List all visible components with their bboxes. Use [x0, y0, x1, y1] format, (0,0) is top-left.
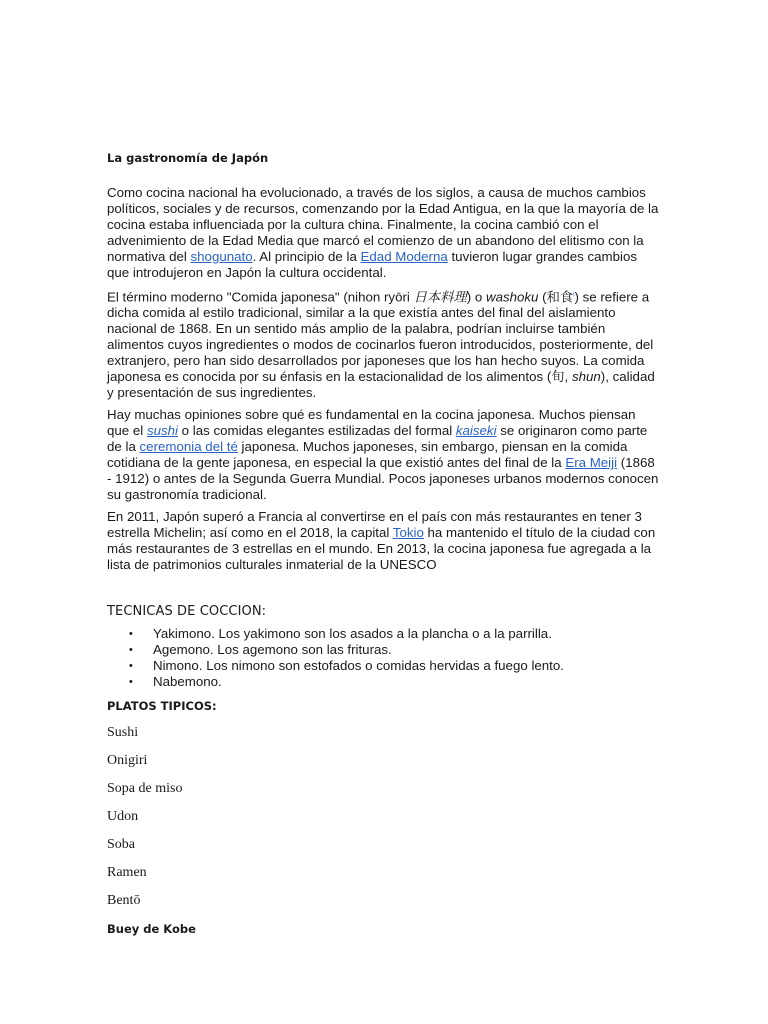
dish-item: Udon [107, 809, 139, 825]
bullet-icon: • [129, 676, 133, 689]
dish-item: Sopa de miso [107, 781, 183, 797]
list-item-text: Nabemono. [153, 674, 222, 690]
paragraph-text: ) o [466, 289, 486, 305]
spacer [107, 579, 659, 602]
paragraph-text: se originaron como parte de la [107, 423, 648, 455]
bullet-icon: • [129, 660, 133, 673]
list-item [107, 658, 659, 674]
paragraph-text: El término moderno "Comida japonesa" (nihon ryōri [107, 289, 414, 305]
paragraph-text: . Al principio de la [252, 249, 361, 264]
paragraph-text: ha mantenido el título de la ciudad con más restaurantes de 3 estrellas en el mundo. En 2013, la cocina japonesa fue agregada a la lista de patrimonios culturales inmaterial de la UNESCO [107, 525, 656, 573]
paragraph-term [107, 287, 659, 401]
paragraph-text: o las comidas elegantes estilizadas del formal [177, 423, 456, 439]
paragraph-text: (1868 - 1912) o antes de la Segunda Guerra Mundial. Pocos japoneses urbanos modernos conocen su gastronomía tradicional. [107, 455, 659, 503]
dish-item: Ramen [107, 865, 147, 881]
dish-item: Soba [107, 837, 135, 853]
paragraph-text: (和食 [538, 289, 574, 305]
link-shogunato[interactable]: shogunato [190, 249, 253, 264]
paragraph-text: ) se refiere a dicha comida al estilo tradicional, similar a la que existía antes del final del aislamiento nacional de 1868. En un sentido más amplio de la palabra, podrían incluirse también alimentos cuyos ingredientes o modos de cocinarlos fueron introducidos, posteriormente, del extranjero, pero han sido desarrollados por japoneses que los han hecho suyos. La comida japonesa es conocida por su énfasis en la estacionalidad de los alimentos (旬, [107, 289, 654, 385]
paragraph-text: japonesa. Muchos japoneses, sin embargo, piensan en la comida cotidiana de la gente japonesa, en especial la que existió antes del final de la [107, 439, 628, 471]
heading-platos: PLATOS TIPICOS: [107, 699, 217, 714]
dish-item: Onigiri [107, 753, 148, 769]
term-shun: shun [571, 369, 601, 385]
dish-item: Sushi [107, 725, 139, 741]
link-tokio[interactable]: Tokio [392, 525, 424, 541]
link-ceremonia-del-te[interactable]: ceremonia del té [139, 439, 238, 455]
paragraph-text: tuvieron lugar grandes cambios que introdujeron en Japón la cultura occidental. [107, 249, 637, 280]
paragraph-text: Hay muchas opiniones sobre qué es fundamental en la cocina japonesa. Muchos piensan que el [107, 407, 636, 439]
link-kaiseki[interactable]: kaiseki [455, 423, 497, 439]
list-item [107, 674, 659, 690]
kanji-nihon-ryori: 日本料理 [413, 289, 467, 305]
list-item [107, 642, 659, 658]
heading-tecnicas: TECNICAS DE COCCION: [107, 604, 267, 620]
link-era-meiji[interactable]: Era Meiji [565, 455, 618, 471]
term-washoku: washoku [485, 289, 539, 305]
document-title: La gastronomía de Japón [107, 151, 269, 165]
link-edad-moderna[interactable]: Edad Moderna [360, 249, 448, 264]
paragraph-opinions [107, 407, 659, 503]
paragraph-text: Como cocina nacional ha evolucionado, a través de los siglos, a causa de muchos cambios políticos, sociales y de recursos, comenzando por la Edad Antigua, en la que la mayoría de la cocina estaba influenciada por la cultura china. Finalmente, la cocina cambió con el advenimiento de la Edad Media que marcó el comienzo de un abandono del elitismo con la normativa del [107, 185, 659, 264]
tecnicas-list [107, 626, 659, 690]
list-item [107, 626, 659, 642]
dish-item: Bentō [107, 893, 141, 909]
bullet-icon: • [129, 644, 133, 657]
bullet-icon: • [129, 628, 133, 641]
footnote-marker[interactable]: i [573, 292, 575, 298]
paragraph-text: En 2011, Japón superó a Francia al convertirse en el país con más restaurantes en tener 3 estrella Michelin; así como en el 2018, la capital [107, 509, 642, 541]
list-item-text: Agemono. Los agemono son las frituras. [153, 642, 392, 658]
paragraph-michelin [107, 509, 659, 573]
paragraph-history [107, 185, 659, 281]
list-item-text: Nimono. Los nimono son estofados o comidas hervidas a fuego lento. [153, 658, 564, 674]
dish-item-bold: Buey de Kobe [107, 922, 196, 937]
document-body [107, 150, 659, 948]
link-sushi[interactable]: sushi [146, 423, 178, 439]
list-item-text: Yakimono. Los yakimono son los asados a la plancha o a la parrilla. [153, 626, 552, 642]
paragraph-text: ), calidad y presentación de sus ingredientes. [107, 369, 655, 401]
